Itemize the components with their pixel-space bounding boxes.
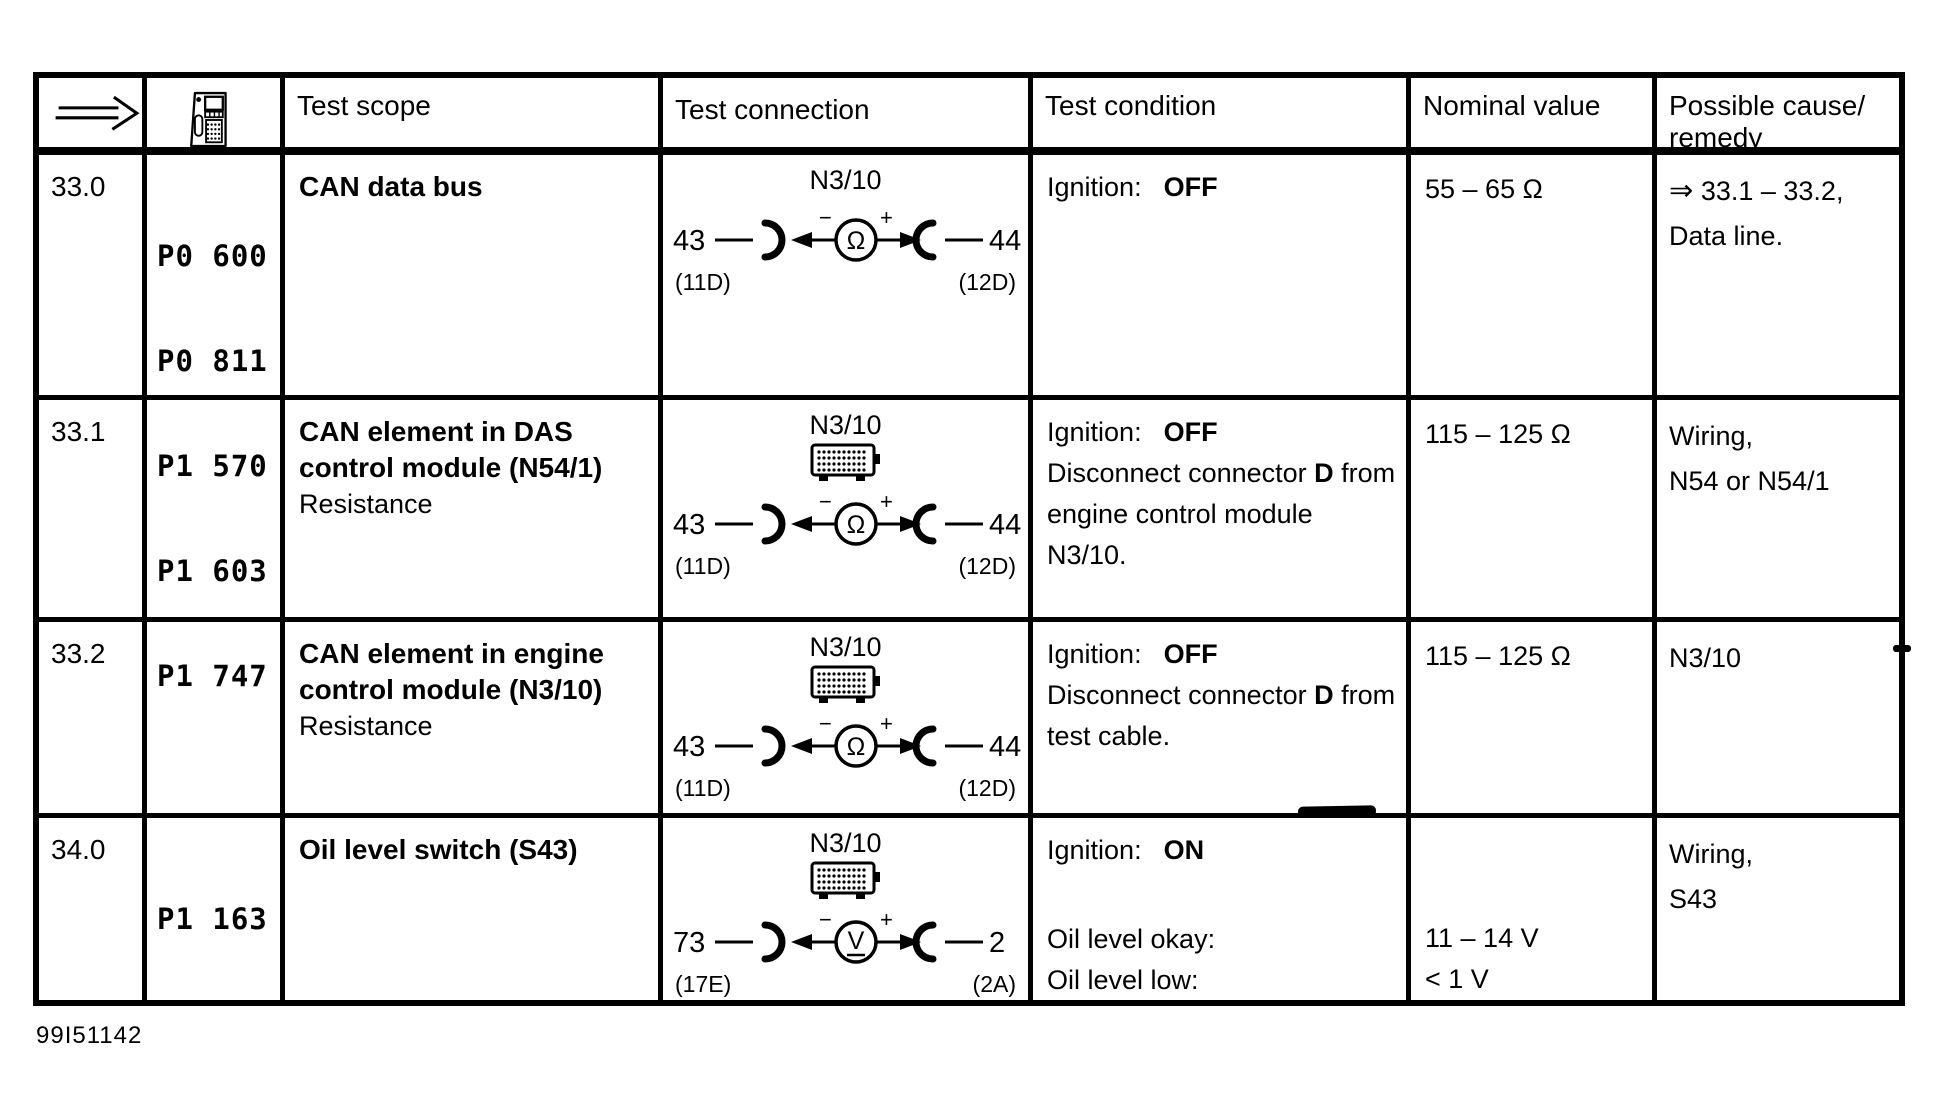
ignition-label: Ignition: (1047, 417, 1142, 447)
scope-cell (285, 400, 663, 622)
meter-symbol: Ω (846, 227, 865, 255)
column-header-nominal (1411, 78, 1657, 155)
arrow-left (791, 738, 812, 754)
hand-held-tester-icon (181, 90, 233, 150)
condition-cell (1033, 622, 1411, 818)
cause-cell (1657, 155, 1899, 400)
arrow-left (791, 516, 812, 532)
scope-title: CAN element in DAS control module (N54/1) (299, 416, 603, 483)
plus-sign: + (879, 711, 893, 736)
socket-symbol-left (765, 507, 782, 541)
step-number: 33.2 (51, 638, 106, 669)
socket-symbol-right (916, 729, 933, 763)
cause-cell (1657, 818, 1899, 1000)
socket-symbol-right (916, 507, 933, 541)
column-header-connection (663, 78, 1033, 155)
module-label: N3/10 (809, 165, 882, 195)
socket-label-right: (12D) (958, 775, 1016, 801)
pin-right: 2 (988, 927, 1005, 959)
fault-codes-cell (147, 155, 285, 693)
header-tester-cell (147, 78, 285, 155)
pin-left: 73 (672, 927, 705, 959)
connection-cell (663, 622, 1033, 818)
step-cell (39, 400, 147, 622)
condition-note (1047, 453, 1398, 576)
pin-left: 43 (672, 225, 705, 257)
meter-symbol: V (847, 927, 864, 955)
diagnostic-test-table (33, 72, 1905, 1006)
plus-sign: + (879, 489, 893, 514)
nominal-value: 55 – 65 Ω (1425, 174, 1543, 204)
nominal-cell (1411, 622, 1657, 818)
connection-cell (663, 818, 1033, 1000)
note-text: Disconnect connector (1047, 680, 1307, 710)
fault-codes-cell-empty (147, 400, 285, 622)
ignition-state: OFF (1163, 417, 1218, 447)
socket-symbol-left (765, 223, 782, 257)
module-label: N3/10 (809, 828, 882, 858)
ohmmeter-diagram (671, 711, 1021, 773)
ignition-state: OFF (1163, 172, 1218, 202)
condition-cell (1033, 400, 1411, 622)
fault-code: P1 570 (157, 449, 268, 483)
meter-symbol: Ω (846, 733, 865, 761)
cause-line: N54 or N54/1 (1669, 466, 1830, 496)
nominal-cell (1411, 155, 1657, 400)
voltmeter-diagram (671, 907, 1021, 969)
ignition-state: OFF (1163, 639, 1218, 669)
column-header-scope-label: Test scope (297, 90, 431, 121)
plus-sign: + (879, 205, 893, 230)
socket-symbol-right (916, 223, 933, 257)
condition-note (1047, 675, 1398, 757)
cause-line: Wiring, (1669, 421, 1754, 451)
pin-left: 43 (672, 509, 705, 541)
scan-artifact (1893, 645, 1911, 652)
cause-cell (1657, 622, 1899, 818)
column-header-cause (1657, 78, 1899, 155)
condition-cell (1033, 155, 1411, 400)
nominal-value: 115 – 125 Ω (1425, 419, 1571, 449)
socket-label-right: (2A) (972, 971, 1016, 997)
ignition-label: Ignition: (1047, 835, 1142, 865)
cause-line: N3/10 (1669, 643, 1742, 673)
socket-label-right: (12D) (958, 269, 1016, 295)
scope-cell (285, 155, 663, 400)
ohmmeter-diagram (671, 205, 1021, 267)
condition-case-low: Oil level low: (1047, 965, 1199, 995)
cause-cell (1657, 400, 1899, 622)
module-label: N3/10 (809, 632, 882, 662)
column-header-cause-line2: remedy (1669, 122, 1763, 153)
column-header-cause-line1: Possible cause/ (1669, 90, 1866, 121)
meter-symbol: Ω (846, 511, 865, 539)
cause-line: Data line. (1669, 221, 1784, 251)
fault-code: P1 163 (157, 902, 268, 936)
scope-title: CAN data bus (299, 171, 483, 202)
fault-code: P0 600 (157, 239, 268, 273)
pin-left: 43 (672, 731, 705, 763)
minus-sign: − (818, 205, 832, 230)
arrow-left (791, 934, 812, 950)
step-cell (39, 818, 147, 1000)
scope-title: CAN element in engine control module (N3/10) (299, 638, 604, 705)
scope-subtitle: Resistance (299, 711, 433, 741)
pin-right: 44 (988, 225, 1021, 257)
connection-cell (663, 155, 1033, 400)
note-text: Disconnect connector (1047, 458, 1307, 488)
column-header-connection-label: Test connection (675, 94, 870, 125)
step-number: 33.1 (51, 416, 106, 447)
nominal-value: 11 – 14 V (1425, 923, 1539, 953)
fault-codes-cell (147, 818, 285, 1000)
column-header-condition (1033, 78, 1411, 155)
nominal-value: 115 – 125 Ω (1425, 641, 1571, 671)
scope-title: Oil level switch (S43) (299, 834, 578, 865)
minus-sign: − (818, 489, 832, 514)
cause-line: S43 (1669, 884, 1718, 914)
minus-sign: − (818, 907, 832, 932)
step-cell (39, 622, 147, 818)
socket-label-right: (12D) (958, 553, 1016, 579)
control-module-connector-icon (809, 664, 883, 706)
step-number: 33.0 (51, 171, 106, 202)
socket-symbol-left (765, 925, 782, 959)
double-right-arrow-glyph: ⇒ (1669, 175, 1694, 207)
scope-cell (285, 622, 663, 818)
note-text: from test cable. (1047, 680, 1396, 751)
socket-label-left: (11D) (675, 269, 731, 295)
minus-sign: − (818, 711, 832, 736)
scope-subtitle: Resistance (299, 489, 433, 519)
fault-code: P0 811 (157, 344, 268, 378)
fault-code: P1 747 (157, 659, 268, 693)
ignition-label: Ignition: (1047, 172, 1142, 202)
connector-letter: D (1314, 458, 1334, 488)
plus-sign: + (879, 907, 893, 932)
control-module-connector-icon (809, 860, 883, 902)
column-header-nominal-label: Nominal value (1423, 90, 1601, 121)
header-arrow-cell (39, 78, 147, 155)
scope-cell (285, 818, 663, 1000)
double-right-arrow-icon (51, 90, 143, 138)
ignition-label: Ignition: (1047, 639, 1142, 669)
socket-symbol-left (765, 729, 782, 763)
connection-cell (663, 400, 1033, 622)
connector-letter: D (1314, 680, 1334, 710)
ohmmeter-diagram (671, 489, 1021, 551)
cause-line: Wiring, (1669, 839, 1754, 869)
nominal-cell (1411, 818, 1657, 1000)
arrow-left (791, 232, 812, 248)
condition-case-okay: Oil level okay: (1047, 924, 1216, 954)
column-header-scope (285, 78, 663, 155)
module-label: N3/10 (809, 410, 882, 440)
step-number: 34.0 (51, 834, 106, 865)
scan-artifact (1298, 805, 1376, 817)
nominal-cell (1411, 400, 1657, 622)
fault-code: P1 603 (157, 554, 268, 588)
note-text: from engine control module N3/10. (1047, 458, 1396, 570)
socket-symbol-right (916, 925, 933, 959)
step-cell (39, 155, 147, 400)
nominal-value: < 1 V (1425, 964, 1489, 994)
socket-label-left: (17E) (675, 971, 732, 997)
socket-label-left: (11D) (675, 775, 731, 801)
cause-line: 33.1 – 33.2, (1700, 176, 1844, 206)
column-header-condition-label: Test condition (1045, 90, 1217, 121)
ignition-state: ON (1163, 835, 1205, 865)
socket-label-left: (11D) (675, 553, 731, 579)
fault-codes-cell-empty (147, 622, 285, 818)
pin-right: 44 (988, 509, 1021, 541)
condition-cell (1033, 818, 1411, 1000)
control-module-connector-icon (809, 442, 883, 484)
pin-right: 44 (988, 731, 1021, 763)
figure-number: 99I51142 (36, 1022, 143, 1049)
